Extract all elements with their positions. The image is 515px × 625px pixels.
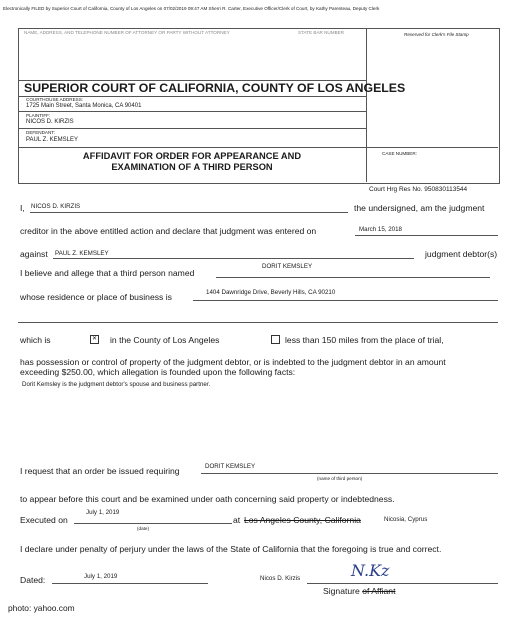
plaintiff-label: PLAINTIFF: (26, 113, 51, 118)
county-checkbox[interactable]: ✕ (91, 336, 98, 342)
clerk-stamp-caption: Reserved for Clerk's File Stamp (404, 32, 469, 37)
divider (18, 111, 366, 112)
miles-option-label: less than 150 miles from the place of trial, (285, 335, 444, 345)
courthouse-address: 1725 Main Street, Santa Monica, CA 90401 (26, 103, 142, 109)
location-struck: Los Angeles County, California (244, 515, 361, 525)
blank-line (18, 322, 498, 323)
residence-address: 1404 Dawnridge Drive, Beverly Hills, CA 90210 (206, 289, 336, 296)
third-person-name: DORIT KEMSLEY (262, 263, 313, 270)
state-bar-caption: STATE BAR NUMBER (298, 30, 345, 35)
divider (53, 258, 414, 259)
executed-label: Executed on (20, 515, 68, 525)
divider (193, 300, 498, 301)
printed-name: Nicos D. Kirzis (260, 575, 301, 582)
title-line-1: AFFIDAVIT FOR ORDER FOR APPEARANCE AND (82, 151, 302, 161)
judgment-date: March 15, 2018 (359, 226, 402, 233)
dated-value: July 1, 2019 (84, 573, 118, 580)
request-name: DORIT KEMSLEY (205, 463, 256, 470)
county-option-label: in the County of Los Angeles (110, 335, 220, 345)
affiant-name: NICOS D. KIRZIS (31, 203, 81, 210)
debtor-name: PAUL Z. KEMSLEY (55, 250, 109, 257)
creditor-text: creditor in the above entitled action and declare that judgment was entered on (20, 226, 317, 236)
divider (355, 235, 498, 236)
signature-caption-struck: of Affiant (362, 586, 396, 596)
plaintiff-name: NICOS D. KIRZIS (26, 119, 74, 125)
divider (216, 277, 490, 278)
defendant-name: PAUL Z. KEMSLEY (26, 137, 79, 143)
i-label: I, (20, 203, 25, 213)
believe-text: I believe and allege that a third person named (20, 268, 195, 278)
possession-line-1: has possession or control of property of the judgment debtor, or is indebted to the judgment debtor in an amount (20, 357, 446, 367)
defendant-label: DEFENDANT: (26, 130, 55, 135)
possession-line-2: exceeding $250.00, which allegation is founded upon the following facts: (20, 367, 296, 377)
attorney-caption: NAME, ADDRESS, AND TELEPHONE NUMBER OF ATTORNEY OR PARTY WITHOUT ATTORNEY (24, 30, 230, 35)
date-caption: (date) (137, 526, 150, 531)
request-text: I request that an order be issued requiring (20, 466, 180, 476)
which-is-label: which is (20, 335, 51, 345)
handwritten-signature: N.Kz (351, 561, 390, 580)
divider (30, 212, 348, 213)
court-name: SUPERIOR COURT OF CALIFORNIA, COUNTY OF LOS ANGELES (24, 81, 406, 95)
debtor-suffix: judgment debtor(s) (425, 249, 498, 259)
caption-vertical-divider (366, 28, 367, 182)
efiling-header: Electronically FILED by Superior Court of California, County of Los Angeles on 07/02/2019 09:47 AM Sherri R. Carter, Executive Officer/Clerk of Court, by Kathy Parenteau, Deputy Clerk (3, 6, 380, 11)
case-number-label: CASE NUMBER: (382, 151, 417, 156)
divider (201, 473, 498, 474)
photo-credit: photo: yahoo.com (8, 603, 75, 613)
dated-label: Dated: (20, 575, 46, 585)
location-actual: Nicosia, Cyprus (384, 516, 428, 523)
signature-caption-start: Signature (323, 586, 363, 596)
document-title (18, 151, 366, 173)
hearing-reference: Court Hrg Res No. 950830113544 (369, 186, 468, 193)
divider (18, 147, 498, 148)
divider (74, 523, 232, 524)
divider (18, 128, 366, 129)
divider (52, 583, 208, 584)
miles-checkbox[interactable] (271, 335, 280, 344)
residence-text: whose residence or place of business is (20, 292, 172, 302)
courthouse-label: COURTHOUSE ADDRESS: (26, 97, 84, 102)
against-label: against (20, 249, 48, 259)
appear-text: to appear before this court and be examined under oath concerning said property or indebtedness. (20, 494, 395, 504)
facts-text: Dorit Kemsley is the judgment debtor's spouse and business partner. (22, 381, 211, 388)
name-caption: (name of third person) (317, 476, 363, 481)
declare-text: I declare under penalty of perjury under the laws of the State of California that the foregoing is true and correct. (20, 544, 442, 554)
undersigned-text: the undersigned, am the judgment (354, 203, 485, 213)
signature-caption (323, 586, 395, 596)
at-label: at (233, 515, 241, 525)
title-line-2: EXAMINATION OF A THIRD PERSON (111, 162, 273, 172)
executed-date: July 1, 2019 (86, 509, 120, 516)
divider (307, 583, 498, 584)
